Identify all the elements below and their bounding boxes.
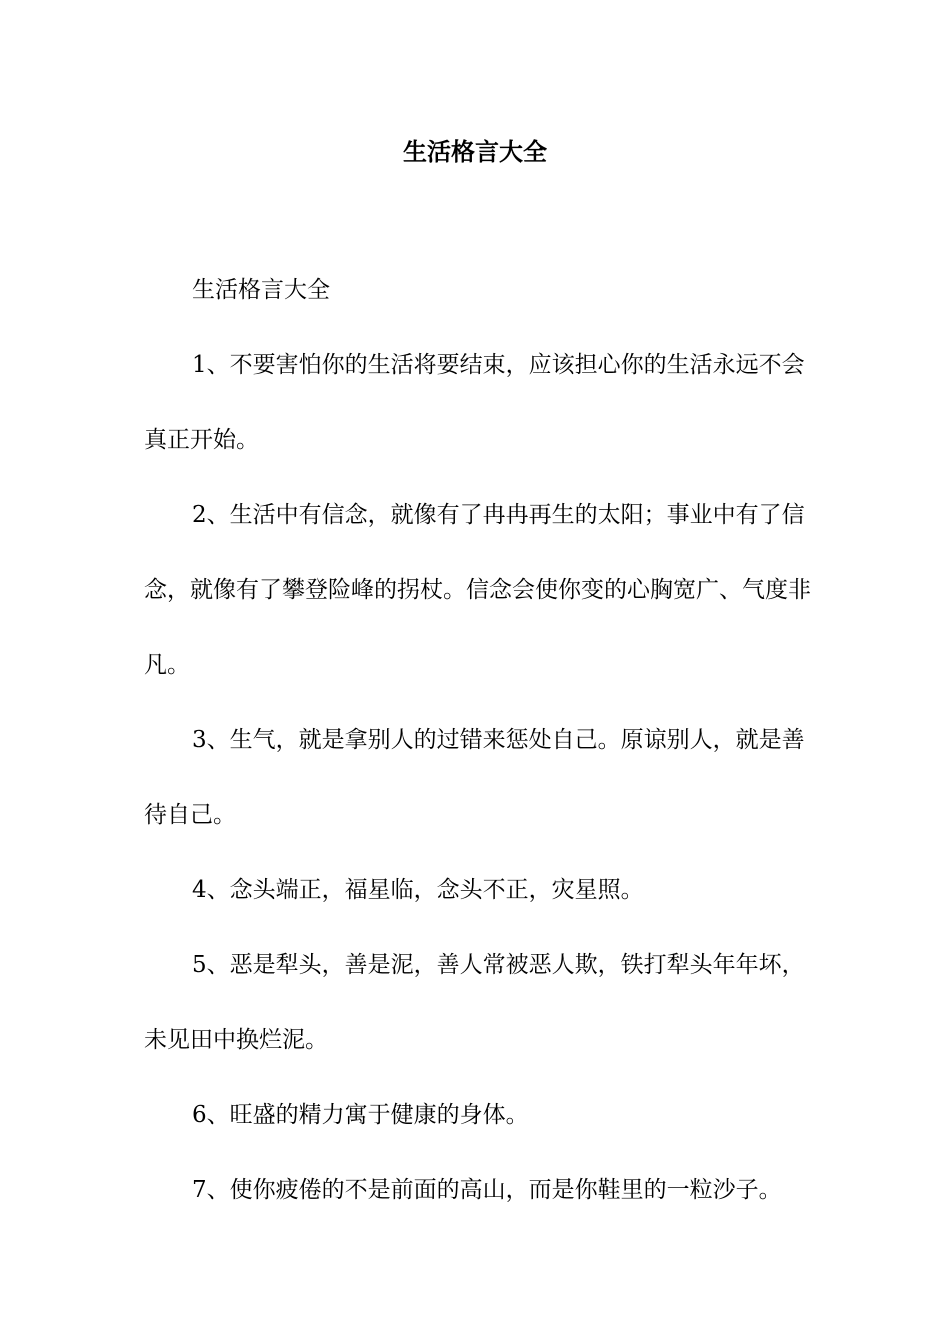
paragraph-heading: 生活格言大全	[192, 277, 330, 303]
paragraph-2: 2、生活中有信念，就像有了冉冉再生的太阳；事业中有了信念，就像有了攀登险峰的拐杖。信念会使你变的心胸宽广、气度非凡。	[144, 502, 811, 678]
paragraph-1: 1、不要害怕你的生活将要结束，应该担心你的生活永远不会真正开始。	[144, 352, 805, 453]
paragraph-6: 6、旺盛的精力寓于健康的身体。	[192, 1102, 529, 1128]
document-title: 生活格言大全	[403, 137, 547, 166]
paragraph-7: 7、使你疲倦的不是前面的高山，而是你鞋里的一粒沙子。	[192, 1177, 782, 1203]
paragraph-5: 5、恶是犁头，善是泥，善人常被恶人欺，铁打犁头年年坏，未见田中换烂泥。	[144, 952, 805, 1053]
document-body	[144, 253, 816, 1228]
paragraph-3: 3、生气，就是拿别人的过错来惩处自己。原谅别人，就是善待自己。	[144, 727, 805, 828]
paragraph-4: 4、念头端正，福星临，念头不正，灾星照。	[192, 877, 644, 903]
